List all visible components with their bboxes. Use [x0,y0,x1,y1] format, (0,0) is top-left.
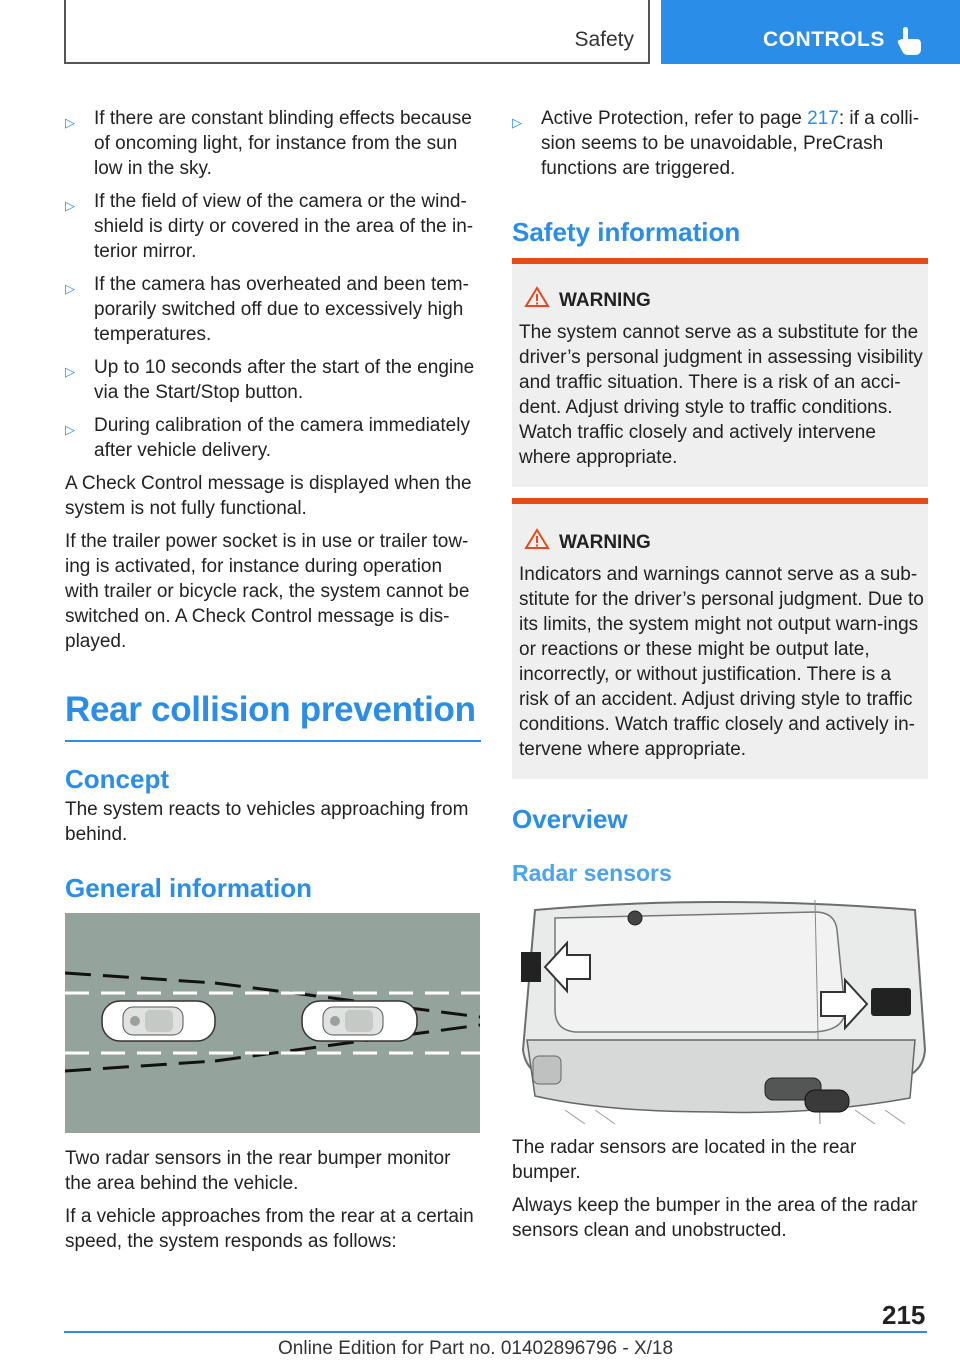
list-item: ▷ Active Protection, refer to page 217: if a colli‐sion seems to be unavoidable, PreCrash functions are triggered. [512,108,920,179]
heading-overview: Overview [512,804,628,834]
header-section-label: Safety [574,28,634,51]
triangle-bullet-icon: ▷ [65,115,75,130]
heading-rule [65,740,481,742]
rear-collision-diagram [65,913,480,1133]
footer-rule [64,1331,927,1333]
header-chapter-label: CONTROLS [763,28,885,51]
left-column [65,100,481,904]
rear-bumper-radar-sensor-figure [515,900,928,1124]
right-column [512,100,928,248]
hand-pointer-icon [893,24,927,58]
left-column-lower [65,1146,481,1254]
page-number: 215 [882,1300,926,1330]
heading-concept: Concept [65,764,169,794]
keep-clean-paragraph: Always keep the bumper in the area of the radar sensors clean and unobstructed. [512,1195,918,1241]
triangle-bullet-icon: ▷ [512,115,522,130]
list-item: ▷ Up to 10 seconds after the start of the engine via the Start/Stop button. [65,357,475,403]
heading-general-information: General information [65,873,313,903]
page-link-217[interactable]: 217 [807,108,839,129]
section-heading-rear-collision: Rear collision prevention [65,690,476,729]
right-column-lower [512,1135,928,1243]
warning-triangle-icon [524,528,550,550]
warning-title: WARNING [559,290,651,311]
rear-car-illustration [102,1001,215,1041]
warning-box [512,258,928,487]
trailer-paragraph: If the trailer power socket is in use or trailer tow‐ing is activated, for instance during operation with trailer or bicycle rack, the system cannot be switched on. A Check Control message is dis‐played. [65,531,470,652]
warning-body: Indicators and warnings cannot serve as a sub‐stitute for the driver’s personal judgment. Due to its limits, the system might not output warn‐ings or reactions or these might be output late, incorrectly, or without justification. There is a risk of an accident. Adjust driving style to traffic conditions. Watch traffic closely and actively in‐tervene where appropriate. [519,564,924,760]
footer-edition: Online Edition for Part no. 01402896796 - X/18 [278,1338,674,1359]
warning-box [512,498,928,779]
heading-safety-information: Safety information [512,217,741,247]
triangle-bullet-icon: ▷ [65,364,75,379]
heading-radar-sensors: Radar sensors [512,860,672,886]
concept-paragraph: The system reacts to vehicles approaching from behind. [65,799,469,845]
warning-body: The system cannot serve as a substitute for the driver’s personal judgment in assessing visibility and traffic situation. There is a risk of an acci‐dent. Adjust driving style to traffic conditions. Watch traffic closely and actively intervene where appropriate. [519,322,923,468]
header-section-tab [64,0,650,64]
sensors-location-paragraph: The radar sensors are located in the rear bumper. [512,1137,857,1183]
list-item: ▷ If there are constant blinding effects because of oncoming light, for instance from the sun low in the sky. [65,108,472,179]
triangle-bullet-icon: ▷ [65,422,75,437]
radar-monitor-paragraph: Two radar sensors in the rear bumper monitor the area behind the vehicle. [65,1148,451,1194]
list-item: ▷ During calibration of the camera immediately after vehicle delivery. [65,415,470,461]
triangle-bullet-icon: ▷ [65,198,75,213]
approach-paragraph: If a vehicle approaches from the rear at a certain speed, the system responds as follows: [65,1206,474,1252]
check-control-paragraph: A Check Control message is displayed when the system is not fully functional. [65,473,472,519]
warning-triangle-icon [524,286,550,308]
warning-title: WARNING [559,532,651,553]
list-item: ▷ If the field of view of the camera or the wind‐shield is dirty or covered in the area of the in‐terior mirror. [65,191,474,262]
triangle-bullet-icon: ▷ [65,281,75,296]
front-car-illustration [302,1001,417,1041]
list-item: ▷ If the camera has overheated and been tem‐porarily switched off due to excessively high temperatures. [65,274,469,345]
